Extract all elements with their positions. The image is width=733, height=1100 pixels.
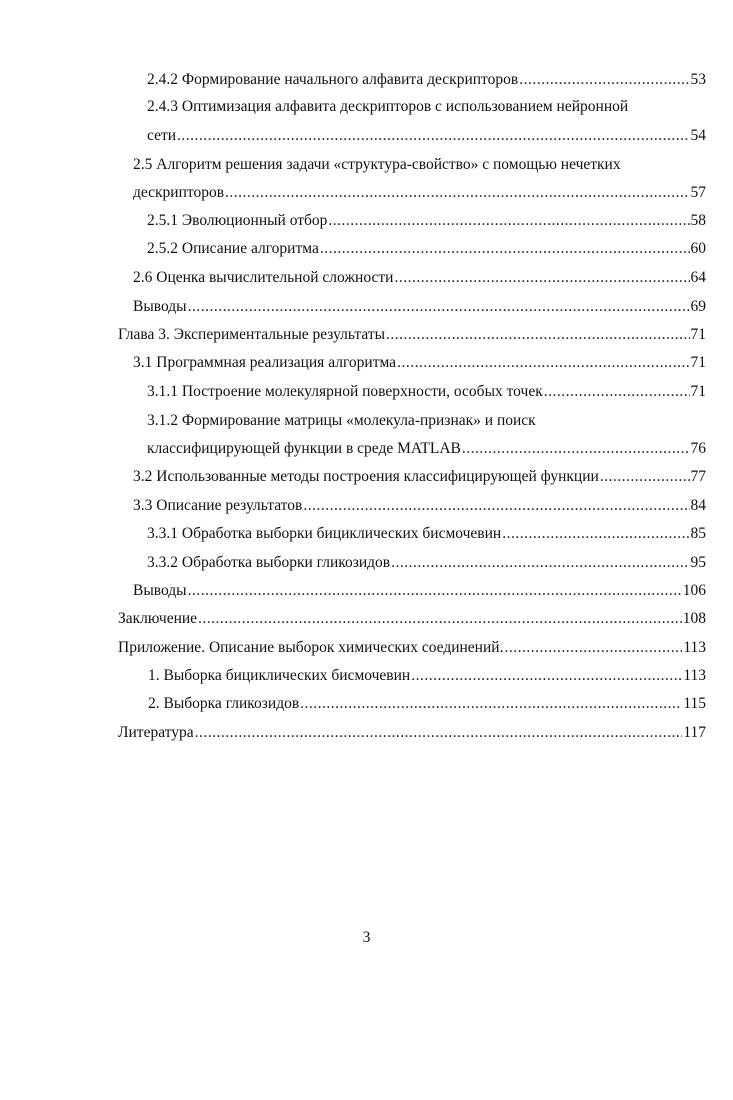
- toc-entry-page: 95: [690, 554, 706, 571]
- toc-entry-page: 85: [690, 525, 706, 542]
- toc-entry-title: 2.5.2 Описание алгоритма: [147, 240, 319, 257]
- toc-entry-page: 54: [690, 127, 706, 144]
- toc-entry-title: 3.2 Использованные методы построения классифицирующей функции: [133, 468, 599, 485]
- toc-entry-title: 3.3.1 Обработка выборки бициклических бисмочевин: [147, 525, 502, 542]
- toc-entry-title: Литература: [118, 724, 194, 741]
- toc-entry-page: 117: [683, 724, 706, 741]
- toc-entry-title: дескрипторов: [133, 184, 225, 201]
- dot-leader: [504, 638, 682, 658]
- dot-leader: [198, 609, 682, 629]
- toc-entry-page: 106: [682, 582, 706, 599]
- toc-entry-2-5-2[interactable]: [147, 239, 706, 259]
- toc-entry-title: 1. Выборка бициклических бисмочевин: [148, 667, 411, 684]
- dot-leader: [386, 325, 689, 345]
- toc-entry-3-1-2-line1: 3.1.2 Формирование матрицы «молекула-признак» и поиск: [147, 412, 536, 429]
- toc-entry-ch2-conclusions[interactable]: [133, 297, 706, 317]
- toc-entry-title: Выводы: [133, 298, 187, 315]
- dot-leader: [462, 439, 690, 459]
- toc-entry-3-1[interactable]: [133, 353, 706, 373]
- dot-leader: [544, 382, 690, 402]
- page-number: 3: [362, 929, 371, 946]
- toc-entry-title: классифицирующей функции в среде MATLAB: [147, 440, 461, 457]
- dot-leader: [300, 694, 682, 714]
- toc-entry-page: 108: [682, 610, 706, 627]
- dot-leader: [195, 723, 683, 743]
- toc-entry-page: 60: [690, 240, 706, 257]
- toc-entry-page: 71: [690, 354, 706, 371]
- toc-entry-2-5-line1: 2.5 Алгоритм решения задачи «структура-свойство» с помощью нечетких: [133, 156, 621, 173]
- dot-leader: [600, 467, 690, 487]
- toc-entry-page: 71: [690, 326, 706, 343]
- toc-entry-3-1-1[interactable]: [147, 382, 706, 402]
- dot-leader: [328, 211, 689, 231]
- toc-entry-title: Заключение: [118, 610, 198, 627]
- toc-entry-page: 76: [690, 440, 706, 457]
- toc-entry-3-2[interactable]: [133, 467, 706, 487]
- toc-entry-appendix-2[interactable]: [148, 694, 706, 714]
- toc-entry-page: 58: [690, 212, 706, 229]
- toc-entry-title: Приложение. Описание выборок химических соединений.: [118, 639, 504, 656]
- toc-entry-2-4-3[interactable]: [147, 126, 706, 146]
- dot-leader: [225, 183, 689, 203]
- toc-entry-conclusion[interactable]: [118, 609, 706, 629]
- dot-leader: [177, 126, 689, 146]
- dot-leader: [391, 553, 689, 573]
- toc-entry-title: сети: [147, 127, 177, 144]
- toc-entry-page: 53: [690, 71, 706, 88]
- toc-entry-2-5[interactable]: [133, 183, 706, 203]
- toc-entry-appendix-1[interactable]: [148, 666, 706, 686]
- toc-entry-title: Выводы: [133, 582, 187, 599]
- toc-entry-page: 57: [690, 184, 706, 201]
- toc-entry-title: 3.3 Описание результатов: [133, 497, 303, 514]
- toc-entry-page: 64: [690, 269, 706, 286]
- toc-entry-page: 113: [683, 667, 706, 684]
- dot-leader: [411, 666, 682, 686]
- toc-entry-page: 71: [690, 383, 706, 400]
- toc-entry-title: 2.5.1 Эволюционный отбор: [147, 212, 328, 229]
- toc-entry-2-4-3-line1: 2.4.3 Оптимизация алфавита дескрипторов с использованием нейронной: [147, 98, 629, 115]
- toc-entry-page: 113: [683, 639, 706, 656]
- toc-entry-3-3-1[interactable]: [147, 524, 706, 544]
- toc-entry-page: 77: [690, 468, 706, 485]
- toc-entry-title: 2.4.2 Формирование начального алфавита дескрипторов: [147, 71, 519, 88]
- toc-entry-literature[interactable]: [118, 723, 706, 743]
- dot-leader: [188, 297, 690, 317]
- toc-entry-title: 3.3.2 Обработка выборки гликозидов: [147, 554, 391, 571]
- toc-entry-page: 115: [683, 695, 706, 712]
- toc-entry-title: 3.1.1 Построение молекулярной поверхности, особых точек: [147, 383, 543, 400]
- toc-entry-3-1-2[interactable]: [147, 439, 706, 459]
- toc-entry-title: Глава 3. Экспериментальные результаты: [118, 326, 386, 343]
- dot-leader: [397, 353, 689, 373]
- toc-entry-appendix[interactable]: [118, 638, 706, 658]
- toc-entry-2-4-2[interactable]: [147, 70, 706, 90]
- toc-entry-page: 69: [690, 298, 706, 315]
- toc-entry-2-6[interactable]: [133, 268, 706, 288]
- toc-entry-title: 3.1 Программная реализация алгоритма: [133, 354, 397, 371]
- toc-entry-title: 2.6 Оценка вычислительной сложности: [133, 269, 394, 286]
- dot-leader: [303, 496, 689, 516]
- dot-leader: [320, 239, 690, 259]
- dot-leader: [394, 268, 689, 288]
- toc-entry-page: 84: [690, 497, 706, 514]
- dot-leader: [188, 581, 682, 601]
- dot-leader: [502, 524, 689, 544]
- toc-entry-3-3-2[interactable]: [147, 553, 706, 573]
- toc-entry-title: 2. Выборка гликозидов: [148, 695, 300, 712]
- dot-leader: [519, 70, 689, 90]
- toc-entry-ch3-conclusions[interactable]: [133, 581, 706, 601]
- toc-entry-3-3[interactable]: [133, 496, 706, 516]
- toc-entry-chapter-3[interactable]: [118, 325, 706, 345]
- toc-entry-2-5-1[interactable]: [147, 211, 706, 231]
